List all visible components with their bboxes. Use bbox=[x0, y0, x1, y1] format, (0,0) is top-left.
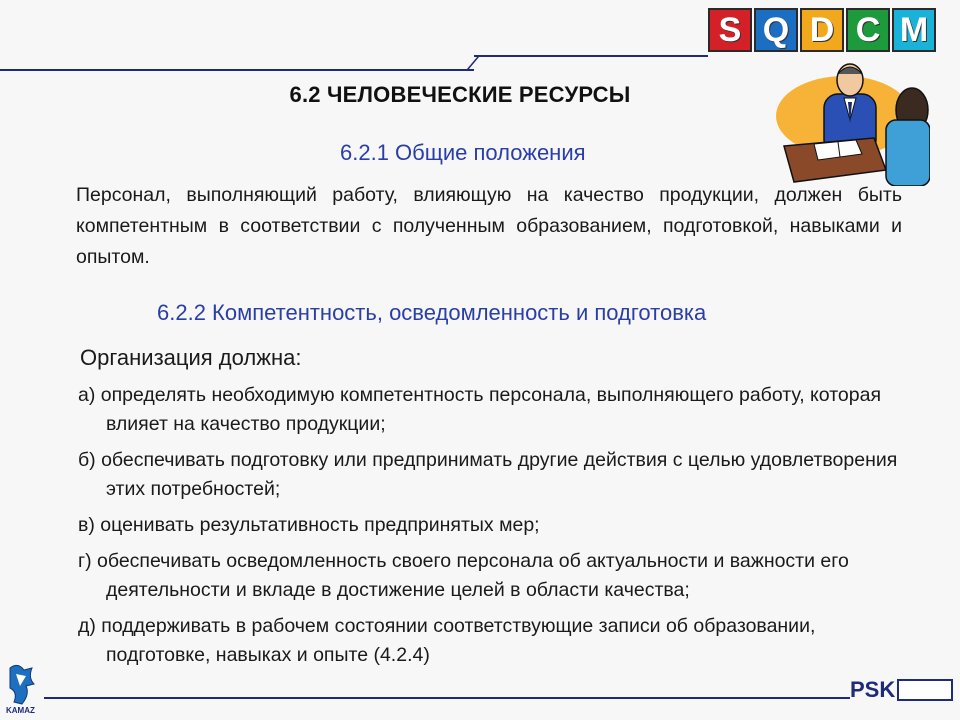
list-item: б) обеспечивать подготовку или предпринимать другие действия с целью удовлетворения этих потребностей; bbox=[78, 449, 898, 500]
header-rule bbox=[0, 69, 474, 71]
badge-s: S bbox=[708, 8, 752, 52]
list-item: а) определять необходимую компетентность персонала, выполняющего работу, которая влияет на качество продукции; bbox=[78, 384, 882, 435]
section-heading-general: 6.2.1 Общие положения bbox=[340, 140, 586, 165]
badge-q: Q bbox=[754, 8, 798, 52]
section-text-general: Персонал, выполняющий работу, влияющую на качество продукции, должен быть компетентным в соответствии с полученным образованием, подготовкой, навыками и опытом. bbox=[76, 184, 902, 268]
badge-d: D bbox=[800, 8, 844, 52]
psk-logo-box bbox=[897, 679, 953, 701]
section-heading-competence: 6.2.2 Компетентность, осведомленность и подготовка bbox=[157, 300, 707, 325]
psk-logo bbox=[850, 677, 953, 703]
page-title: 6.2 ЧЕЛОВЕЧЕСКИЕ РЕСУРСЫ bbox=[289, 82, 631, 107]
header-rule-upper bbox=[474, 55, 708, 57]
list-intro: Организация должна: bbox=[80, 345, 302, 370]
sqdcm-badges bbox=[708, 8, 936, 52]
kamaz-logo-text: KAMAZ bbox=[6, 706, 35, 715]
badge-c: C bbox=[846, 8, 890, 52]
interview-illustration bbox=[774, 58, 930, 186]
list-item: в) оценивать результативность предпринятых мер; bbox=[78, 514, 540, 536]
badge-m: M bbox=[892, 8, 936, 52]
footer-rule bbox=[44, 697, 850, 699]
list-item: д) поддерживать в рабочем состоянии соответствующие записи об образовании, подготовке, навыках и опыте (4.2.4) bbox=[78, 615, 816, 666]
requirements-list bbox=[78, 381, 908, 677]
list-item: г) обеспечивать осведомленность своего персонала об актуальности и важности его деятельности и вкладе в достижение целей в области качества; bbox=[78, 550, 849, 601]
psk-logo-text: PSK bbox=[850, 677, 896, 702]
